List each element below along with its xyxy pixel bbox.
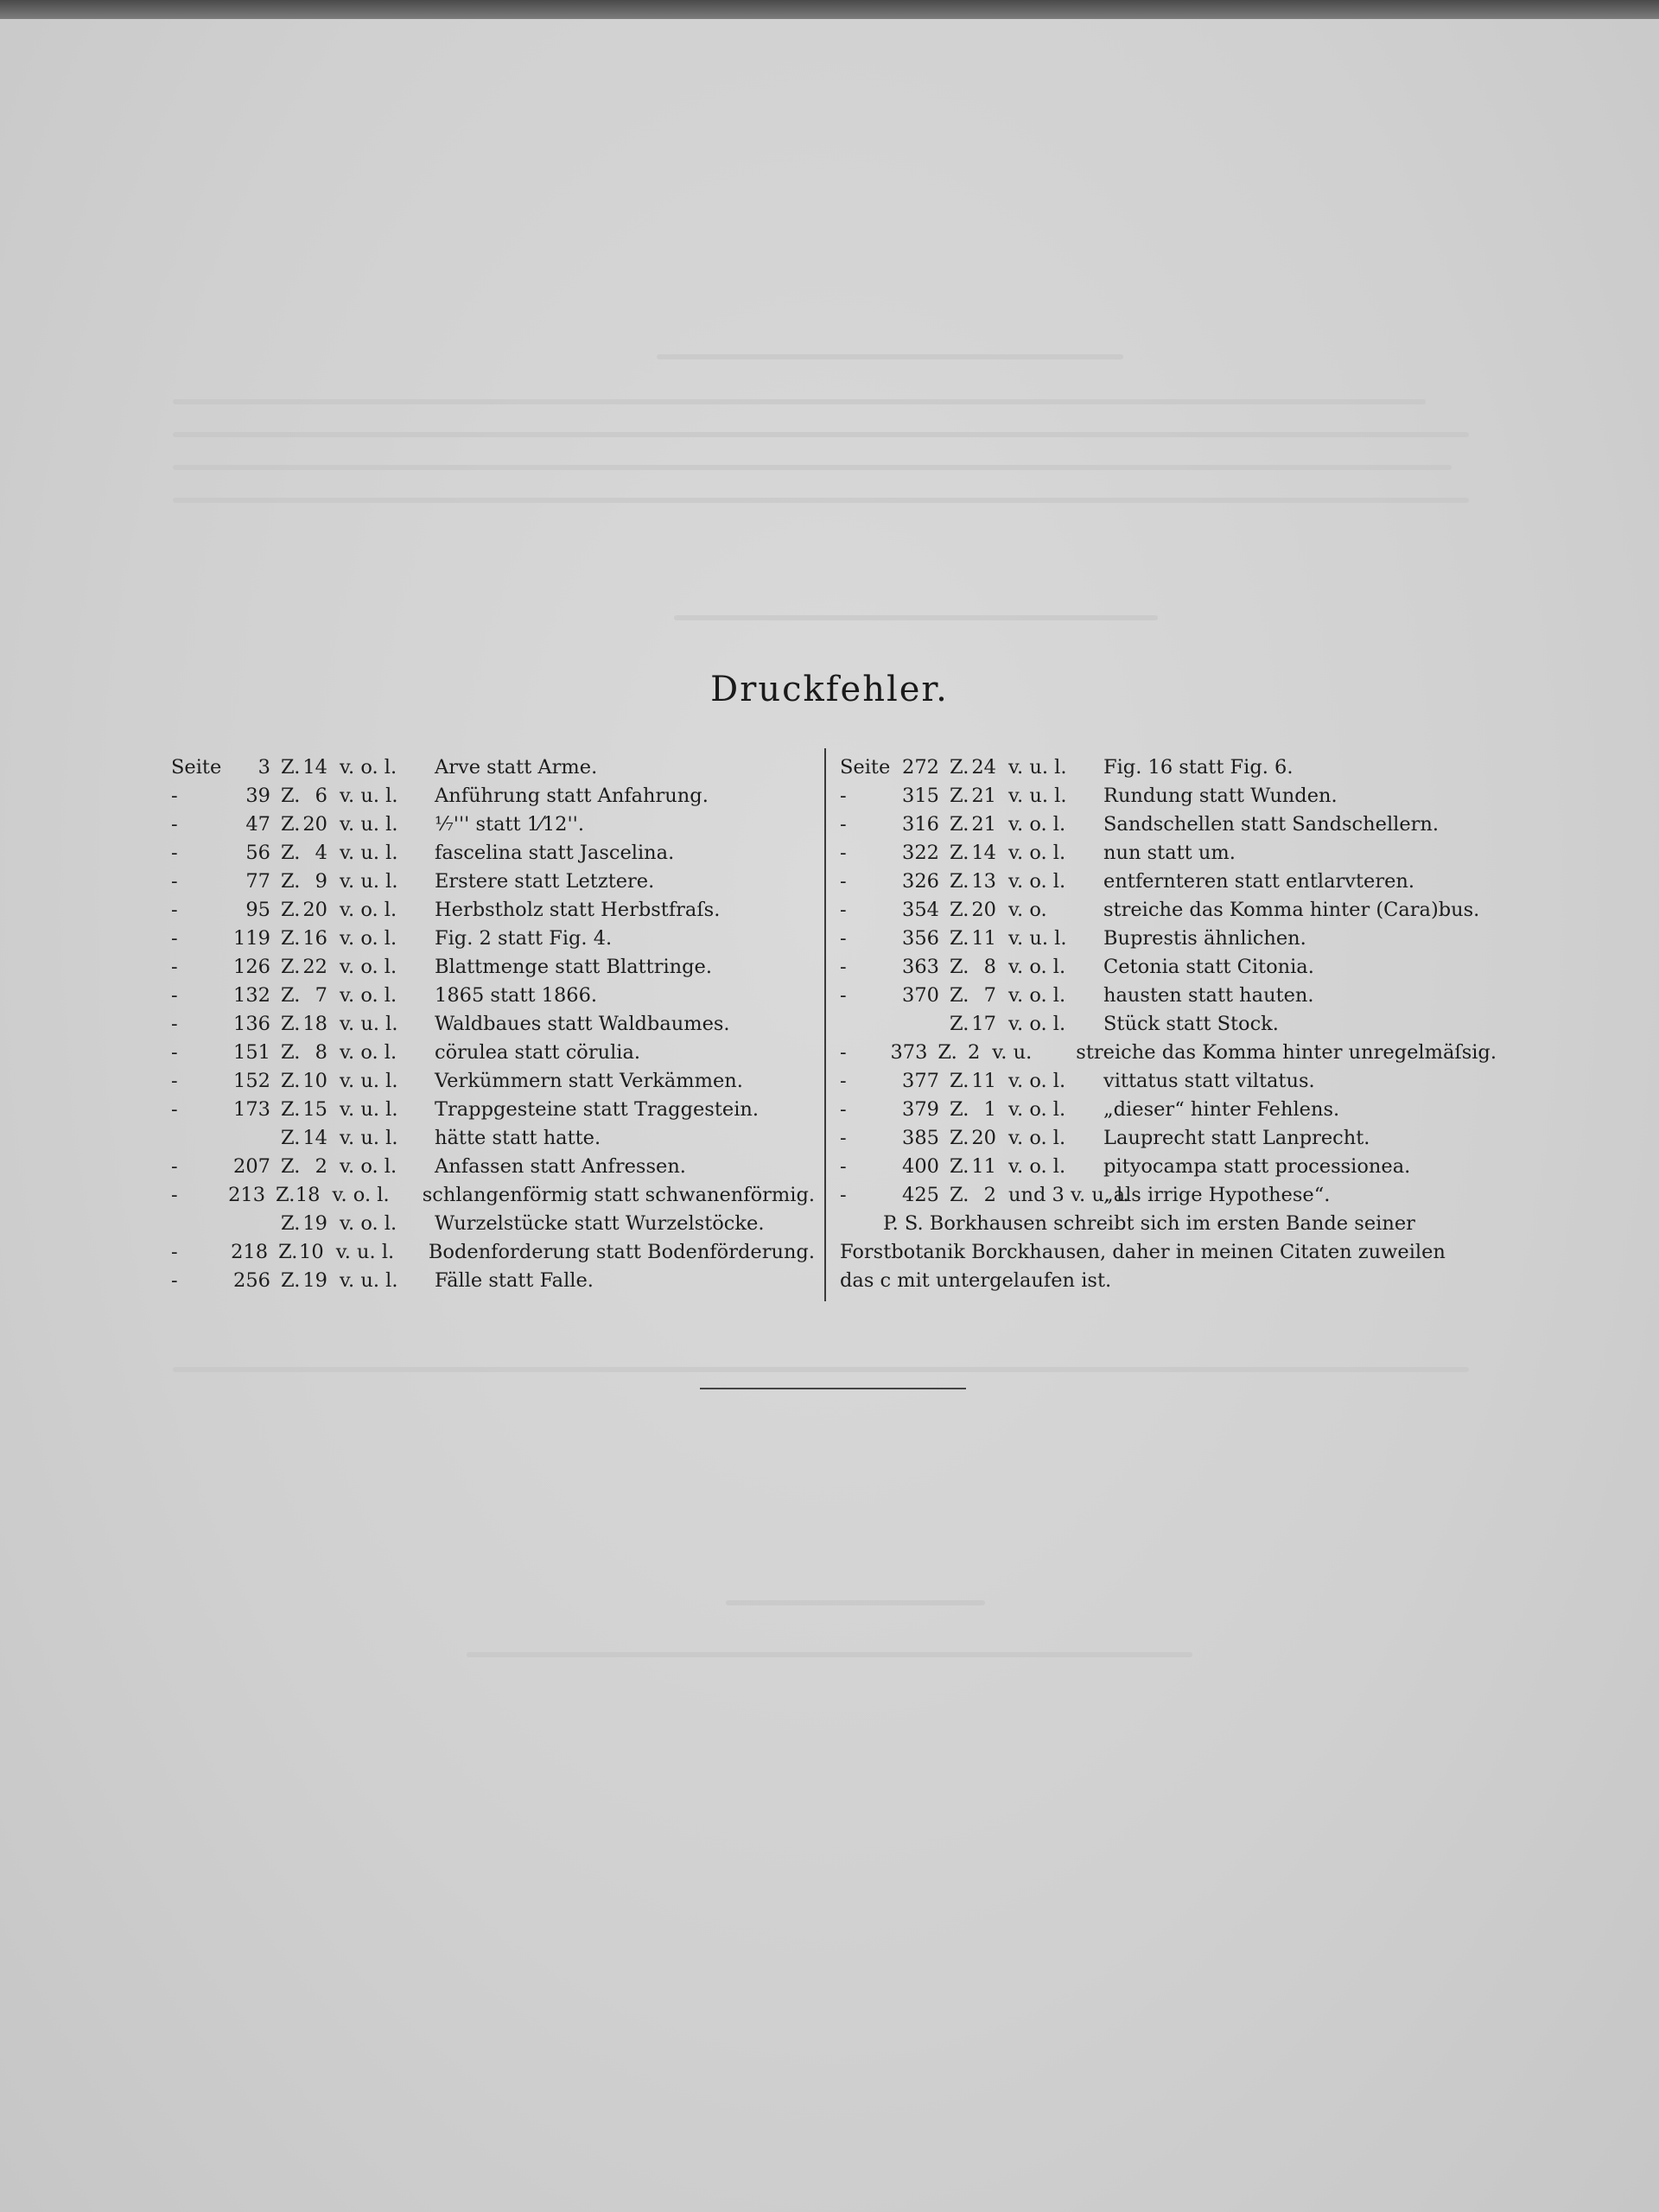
errata-row: Seite 3 Z. 14 v. o. l. Arve statt Arme.: [171, 756, 598, 779]
closing-rule: [700, 1388, 966, 1389]
errata-row: - 207 Z. 2 v. o. l. Anfassen statt Anfressen.: [171, 1155, 686, 1178]
errata-row: - 126 Z. 22 v. o. l. Blattmenge statt Blattringe.: [171, 956, 713, 978]
errata-row: Seite 272 Z. 24 v. u. l. Fig. 16 statt Fig. 6.: [840, 756, 1294, 779]
errata-row: - 379 Z. 1 v. o. l. „dieser“ hinter Fehlens.: [840, 1098, 1340, 1121]
errata-row: - 218 Z. 10 v. u. l. Bodenforderung statt Bodenförderung.: [171, 1241, 815, 1263]
errata-row: - 213 Z. 18 v. o. l. schlangenförmig statt schwanenförmig.: [171, 1184, 815, 1206]
errata-column-right: [840, 753, 1497, 1295]
show-through: [173, 1367, 1469, 1372]
errata-column-left: [171, 753, 815, 1295]
show-through: [173, 498, 1469, 503]
postscript-line: P. S. Borkhausen schreibt sich im ersten Bande seiner: [883, 1212, 1415, 1235]
errata-row: - 56 Z. 4 v. u. l. fascelina statt Jascelina.: [171, 842, 675, 864]
errata-row: - 47 Z. 20 v. u. l. ⅐''' statt 1⁄12''.: [171, 813, 584, 836]
show-through: [173, 432, 1469, 437]
show-through: [173, 399, 1426, 404]
errata-row: Z. 19 v. o. l. Wurzelstücke statt Wurzelstöcke.: [281, 1212, 765, 1235]
errata-row: - 39 Z. 6 v. u. l. Anführung statt Anfahrung.: [171, 785, 709, 807]
errata-row: - 400 Z. 11 v. o. l. pityocampa statt processionea.: [840, 1155, 1411, 1178]
errata-row: - 370 Z. 7 v. o. l. hausten statt hauten.: [840, 984, 1314, 1007]
errata-row: - 132 Z. 7 v. o. l. 1865 statt 1866.: [171, 984, 598, 1007]
errata-row: - 315 Z. 21 v. u. l. Rundung statt Wunden.: [840, 785, 1338, 807]
errata-row: Z. 17 v. o. l. Stück statt Stock.: [950, 1013, 1279, 1035]
errata-row: - 316 Z. 21 v. o. l. Sandschellen statt Sandschellern.: [840, 813, 1440, 836]
postscript-line: Forstbotanik Borckhausen, daher in meinen Citaten zuweilen: [840, 1241, 1446, 1263]
errata-row: - 136 Z. 18 v. u. l. Waldbaues statt Waldbaumes.: [171, 1013, 730, 1035]
errata-row: - 363 Z. 8 v. o. l. Cetonia statt Citonia.: [840, 956, 1314, 978]
errata-row: - 322 Z. 14 v. o. l. nun statt um.: [840, 842, 1236, 864]
show-through: [726, 1600, 985, 1605]
show-through: [173, 465, 1452, 470]
errata-row: - 77 Z. 9 v. u. l. Erstere statt Letztere.: [171, 870, 655, 893]
errata-row: - 385 Z. 20 v. o. l. Lauprecht statt Lanprecht.: [840, 1127, 1370, 1149]
errata-row: - 119 Z. 16 v. o. l. Fig. 2 statt Fig. 4.: [171, 927, 613, 950]
show-through: [467, 1652, 1192, 1657]
show-through: [657, 354, 1123, 359]
errata-row: - 256 Z. 19 v. u. l. Fälle statt Falle.: [171, 1269, 594, 1292]
show-through: [674, 615, 1158, 620]
errata-row: Z. 14 v. u. l. hätte statt hatte.: [281, 1127, 601, 1149]
errata-row: - 377 Z. 11 v. o. l. vittatus statt viltatus.: [840, 1070, 1315, 1092]
page-title: Druckfehler.: [710, 670, 949, 709]
errata-row: - 152 Z. 10 v. u. l. Verkümmern statt Verkämmen.: [171, 1070, 743, 1092]
errata-row: - 95 Z. 20 v. o. l. Herbstholz statt Herbstfraſs.: [171, 899, 721, 921]
errata-row: - 354 Z. 20 v. o. streiche das Komma hinter (Cara)bus.: [840, 899, 1480, 921]
errata-row: - 151 Z. 8 v. o. l. cörulea statt cörulia.: [171, 1041, 641, 1064]
postscript-line: das c mit untergelaufen ist.: [840, 1269, 1112, 1292]
errata-row: - 373 Z. 2 v. u. streiche das Komma hinter unregelmäſsig.: [840, 1041, 1497, 1064]
errata-row: - 425 Z. 2 und 3 v. u. l. „als irrige Hypothese“.: [840, 1184, 1331, 1206]
errata-row: - 173 Z. 15 v. u. l. Trappgesteine statt Traggestein.: [171, 1098, 760, 1121]
errata-row: - 326 Z. 13 v. o. l. entfernteren statt entlarvteren.: [840, 870, 1415, 893]
column-divider: [824, 748, 826, 1301]
errata-row: - 356 Z. 11 v. u. l. Buprestis ähnlichen.: [840, 927, 1306, 950]
